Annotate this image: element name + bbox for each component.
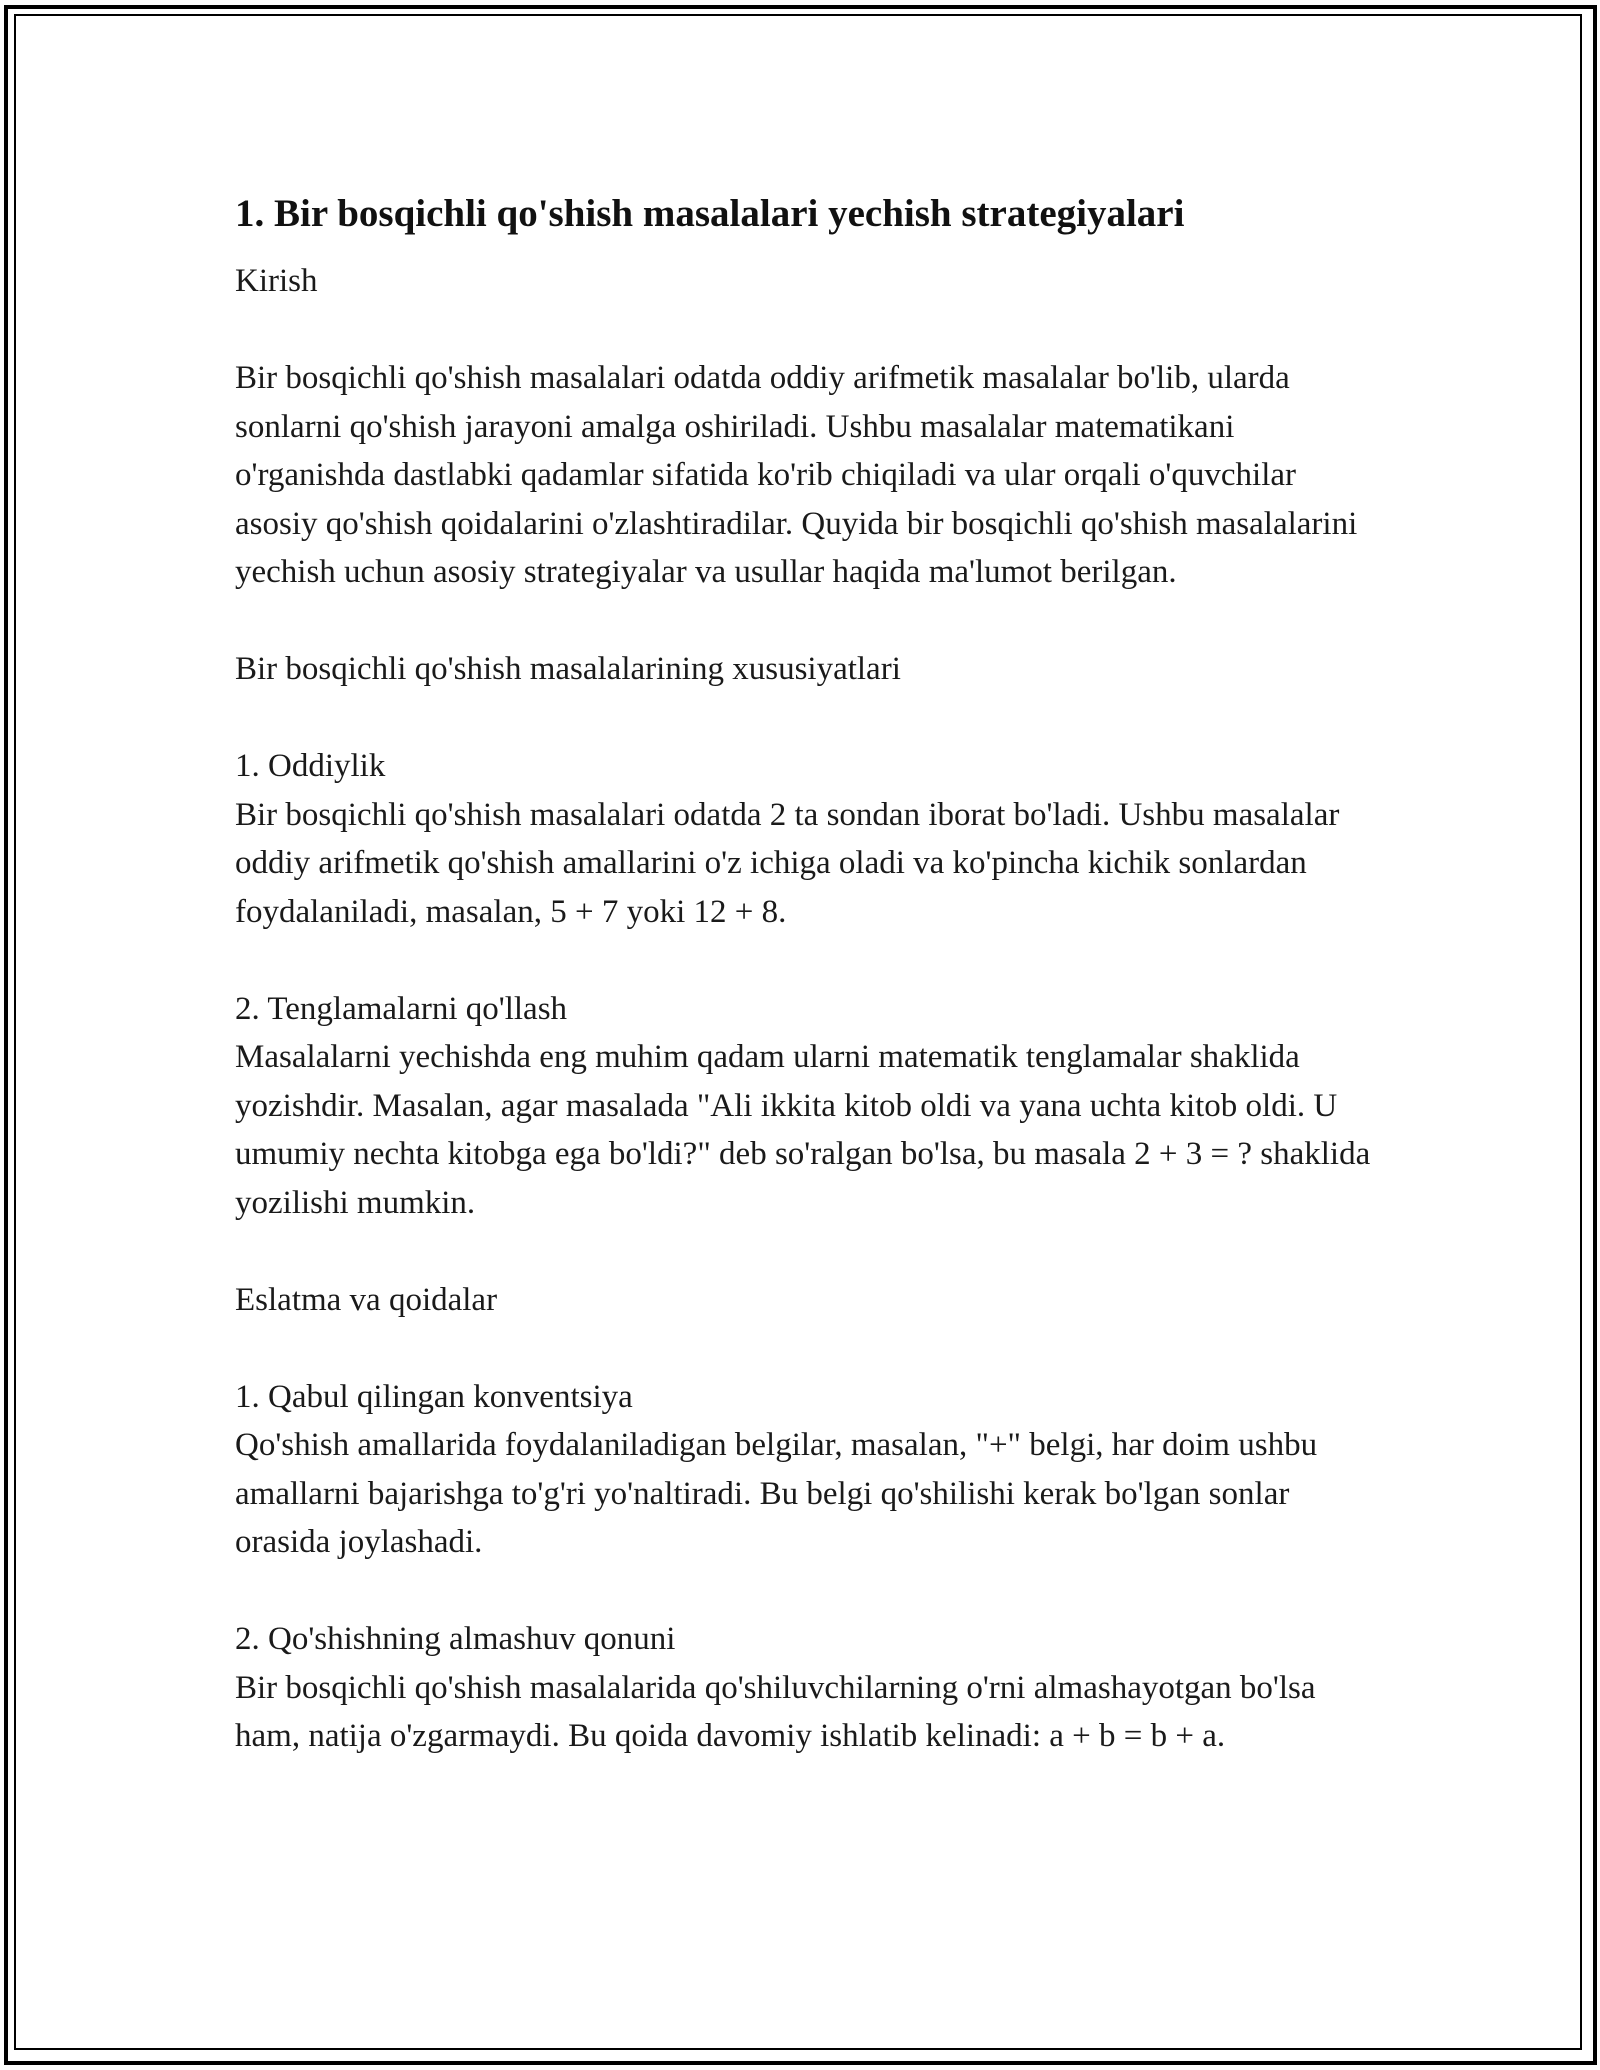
feature-item-equations bbox=[235, 985, 1375, 1228]
feature-text: Bir bosqichli qo'shish masalalari odatda 2 ta sondan iborat bo'ladi. Ushbu masalalar oddiy arifmetik qo'shish amallarini o'z ichiga oladi va ko'pincha kichik sonlardan foydalaniladi, masalan, 5 + 7 yoki 12 + 8. bbox=[235, 796, 1340, 930]
intro-heading: Kirish bbox=[235, 263, 318, 299]
document-title: 1. Bir bosqichli qo'shish masalalari yechish strategiyalari bbox=[235, 192, 1185, 235]
rule-item-convention bbox=[235, 1373, 1375, 1567]
rule-item-commutative-law bbox=[235, 1615, 1375, 1761]
feature-item-simplicity bbox=[235, 742, 1375, 936]
rule-heading: 1. Qabul qilingan konventsiya bbox=[235, 1378, 633, 1415]
feature-heading: 1. Oddiylik bbox=[235, 748, 386, 784]
intro-paragraph: Bir bosqichli qo'shish masalalari odatda oddiy arifmetik masalalar bo'lib, ularda sonlarni qo'shish jarayoni amalga oshiriladi. Ushbu masalalar matematikani o'rganishda dastlabki qadamlar sifatida ko'rib chiqiladi va ular orqali o'quvchilar asosiy qo'shish qoidalarini o'zlashtiradilar. Quyida bir bosqichli qo'shish masalalarini yechish uchun asosiy strategiyalar va usullar haqida ma'lumot berilgan. bbox=[235, 360, 1358, 590]
rules-heading: Eslatma va qoidalar bbox=[235, 1281, 498, 1318]
rule-heading: 2. Qo'shishning almashuv qonuni bbox=[235, 1621, 676, 1657]
features-heading: Bir bosqichli qo'shish masalalarining xususiyatlari bbox=[235, 651, 901, 687]
feature-heading: 2. Tenglamalarni qo'llash bbox=[235, 990, 568, 1027]
feature-text: Masalalarni yechishda eng muhim qadam ularni matematik tenglamalar shaklida yozishdir. Masalan, agar masalada "Ali ikkita kitob oldi va yana uchta kitob oldi. U umumiy nechta kitobga ega bo'ldi?" deb so'ralgan bo'lsa, bu masala 2 + 3 = ? shaklida yozilishi mumkin. bbox=[235, 1039, 1371, 1221]
rule-text: Qo'shish amallarida foydalaniladigan belgilar, masalan, "+" belgi, har doim ushbu amallarni bajarishga to'g'ri yo'naltiradi. Bu belgi qo'shilishi kerak bo'lgan sonlar orasida joylashadi. bbox=[235, 1427, 1318, 1560]
rule-text: Bir bosqichli qo'shish masalalarida qo'shiluvchilarning o'rni almashayotgan bo'lsa ham, natija o'zgarmaydi. Bu qoida davomiy ishlatib kelinadi: a + b = b + a. bbox=[235, 1669, 1316, 1754]
document-body bbox=[235, 185, 1375, 1809]
